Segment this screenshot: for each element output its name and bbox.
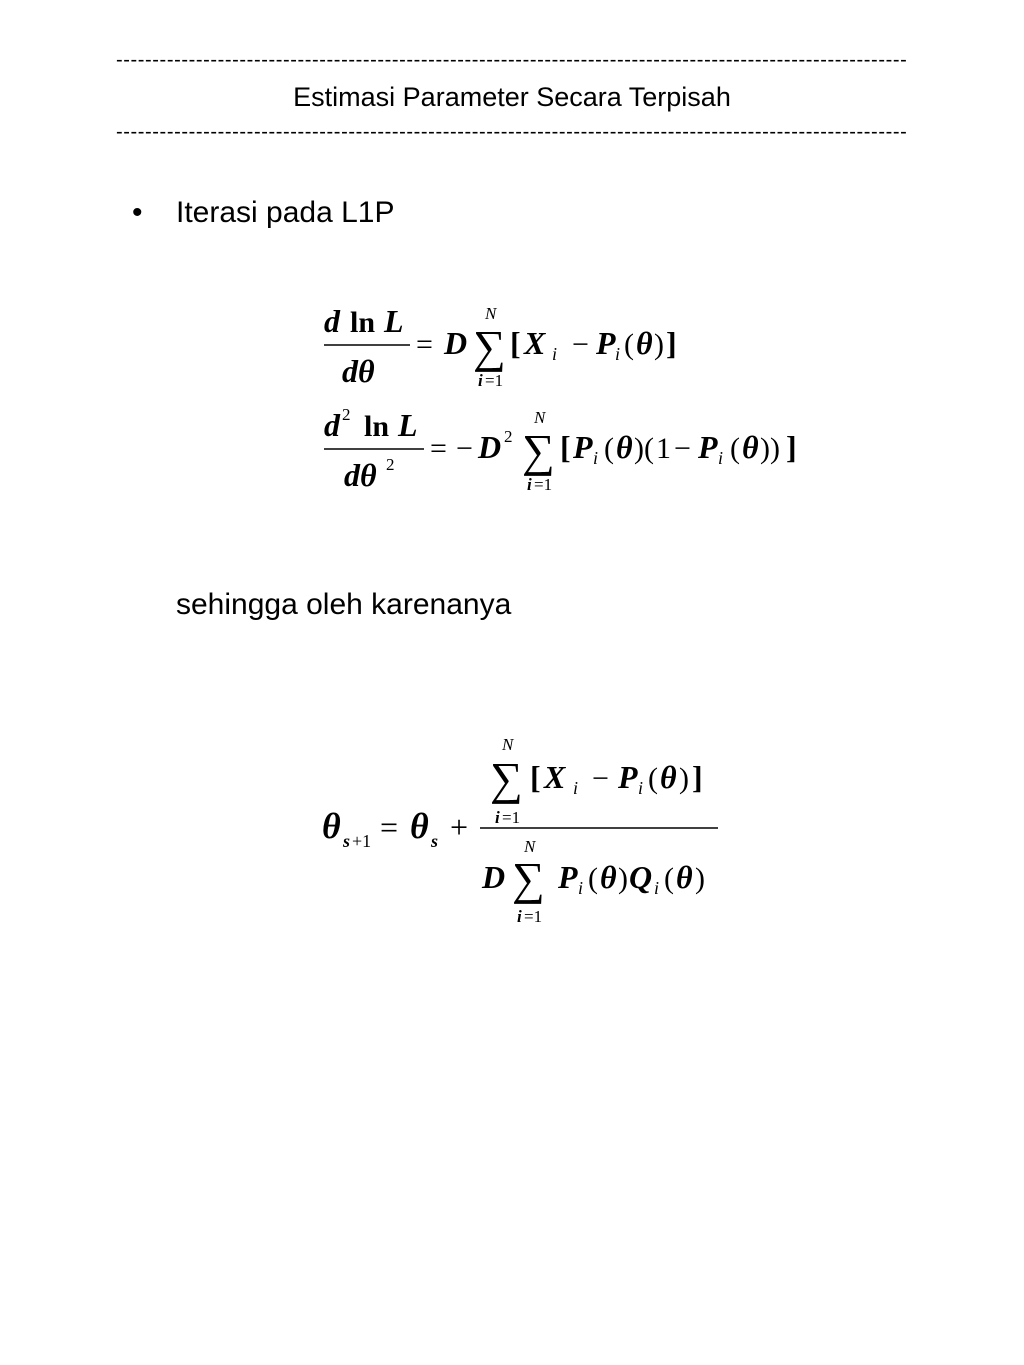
svg-text:)(: )( bbox=[634, 432, 654, 465]
svg-text:i: i bbox=[578, 878, 584, 898]
svg-text:=: = bbox=[416, 328, 433, 361]
svg-text:P: P bbox=[558, 859, 578, 895]
svg-text:i: i bbox=[552, 344, 558, 364]
svg-text:D: D bbox=[478, 429, 502, 465]
svg-text:P: P bbox=[618, 759, 638, 795]
svg-text:D: D bbox=[444, 325, 468, 361]
page-title: Estimasi Parameter Secara Terpisah bbox=[293, 82, 731, 112]
svg-text:(: ( bbox=[664, 862, 674, 895]
svg-text:i: i bbox=[654, 878, 660, 898]
svg-text:s: s bbox=[431, 831, 439, 851]
svg-text:=: = bbox=[380, 809, 399, 845]
header-divider-top: ------------------------------------------------------------------------------------------------------------- bbox=[116, 50, 908, 70]
bullet-icon: • bbox=[132, 196, 143, 229]
svg-text:[: [ bbox=[510, 325, 521, 361]
svg-text:Q: Q bbox=[629, 859, 653, 895]
svg-text:∑: ∑ bbox=[522, 425, 555, 476]
svg-text:ln: ln bbox=[364, 410, 390, 443]
svg-text:+: + bbox=[450, 809, 469, 845]
svg-text:θ: θ bbox=[410, 806, 429, 846]
svg-text:)): )) bbox=[760, 432, 780, 465]
svg-text:2: 2 bbox=[386, 455, 395, 474]
svg-text:1: 1 bbox=[656, 432, 671, 465]
svg-text:[: [ bbox=[560, 429, 571, 465]
svg-text:−: − bbox=[572, 328, 589, 361]
svg-text:(: ( bbox=[624, 328, 634, 361]
svg-text:=: = bbox=[430, 432, 447, 465]
connector-text: sehingga oleh karenanya bbox=[176, 588, 512, 621]
svg-text:+1: +1 bbox=[352, 831, 372, 851]
svg-text:P: P bbox=[573, 429, 593, 465]
svg-text:s: s bbox=[343, 831, 351, 851]
svg-text:D: D bbox=[482, 859, 506, 895]
svg-text:): ) bbox=[654, 328, 664, 361]
svg-text:2: 2 bbox=[342, 405, 351, 424]
svg-text:i: i bbox=[527, 475, 532, 494]
svg-text:i: i bbox=[478, 371, 483, 390]
svg-text:θ: θ bbox=[676, 859, 693, 895]
svg-text:dθ: dθ bbox=[342, 353, 375, 389]
svg-text:): ) bbox=[618, 862, 628, 895]
svg-text:N: N bbox=[534, 408, 546, 427]
equation-iteration bbox=[318, 730, 738, 930]
svg-text:]: ] bbox=[666, 325, 677, 361]
svg-text:∑: ∑ bbox=[473, 321, 506, 372]
svg-text:[: [ bbox=[530, 759, 541, 795]
svg-text:−: − bbox=[456, 432, 473, 465]
svg-text:N: N bbox=[502, 735, 514, 754]
svg-text:L: L bbox=[384, 303, 404, 339]
svg-text:θ: θ bbox=[616, 429, 633, 465]
svg-text:2: 2 bbox=[504, 427, 513, 446]
header-divider-bottom: ------------------------------------------------------------------------------------------------------------- bbox=[116, 122, 908, 142]
svg-text:(: ( bbox=[604, 432, 614, 465]
svg-text:θ: θ bbox=[742, 429, 759, 465]
bullet-text: Iterasi pada L1P bbox=[176, 196, 395, 229]
svg-text:θ: θ bbox=[600, 859, 617, 895]
svg-text:): ) bbox=[679, 762, 689, 795]
svg-text:d: d bbox=[324, 407, 340, 443]
svg-text:]: ] bbox=[786, 429, 797, 465]
svg-text:i: i bbox=[593, 448, 599, 468]
svg-text:L: L bbox=[398, 407, 418, 443]
svg-text:(: ( bbox=[730, 432, 740, 465]
equation-second-derivative bbox=[318, 400, 818, 500]
svg-text:(: ( bbox=[588, 862, 598, 895]
svg-text:=1: =1 bbox=[534, 475, 553, 494]
svg-text:−: − bbox=[674, 432, 691, 465]
svg-text:N: N bbox=[524, 837, 536, 856]
svg-text:): ) bbox=[695, 862, 705, 895]
svg-text:P: P bbox=[596, 325, 616, 361]
svg-text:dθ: dθ bbox=[344, 457, 377, 493]
svg-text:N: N bbox=[485, 304, 497, 323]
svg-text:i: i bbox=[573, 778, 579, 798]
svg-text:i: i bbox=[495, 808, 500, 827]
svg-text:ln: ln bbox=[350, 306, 376, 339]
svg-text:d: d bbox=[324, 303, 340, 339]
svg-text:]: ] bbox=[692, 759, 703, 795]
svg-text:θ: θ bbox=[322, 806, 341, 846]
svg-text:i: i bbox=[615, 344, 621, 364]
svg-text:i: i bbox=[638, 778, 644, 798]
svg-text:∑: ∑ bbox=[490, 753, 523, 804]
svg-text:θ: θ bbox=[660, 759, 677, 795]
svg-text:∑: ∑ bbox=[512, 853, 545, 904]
svg-text:=1: =1 bbox=[485, 371, 504, 390]
svg-text:(: ( bbox=[648, 762, 658, 795]
svg-text:X: X bbox=[544, 759, 566, 795]
svg-text:−: − bbox=[592, 762, 609, 795]
svg-text:i: i bbox=[517, 907, 522, 926]
svg-text:X: X bbox=[524, 325, 546, 361]
svg-text:=1: =1 bbox=[524, 907, 543, 926]
svg-text:i: i bbox=[718, 448, 724, 468]
svg-text:P: P bbox=[698, 429, 718, 465]
svg-text:=1: =1 bbox=[502, 808, 521, 827]
equation-first-derivative bbox=[318, 296, 698, 396]
svg-text:θ: θ bbox=[636, 325, 653, 361]
